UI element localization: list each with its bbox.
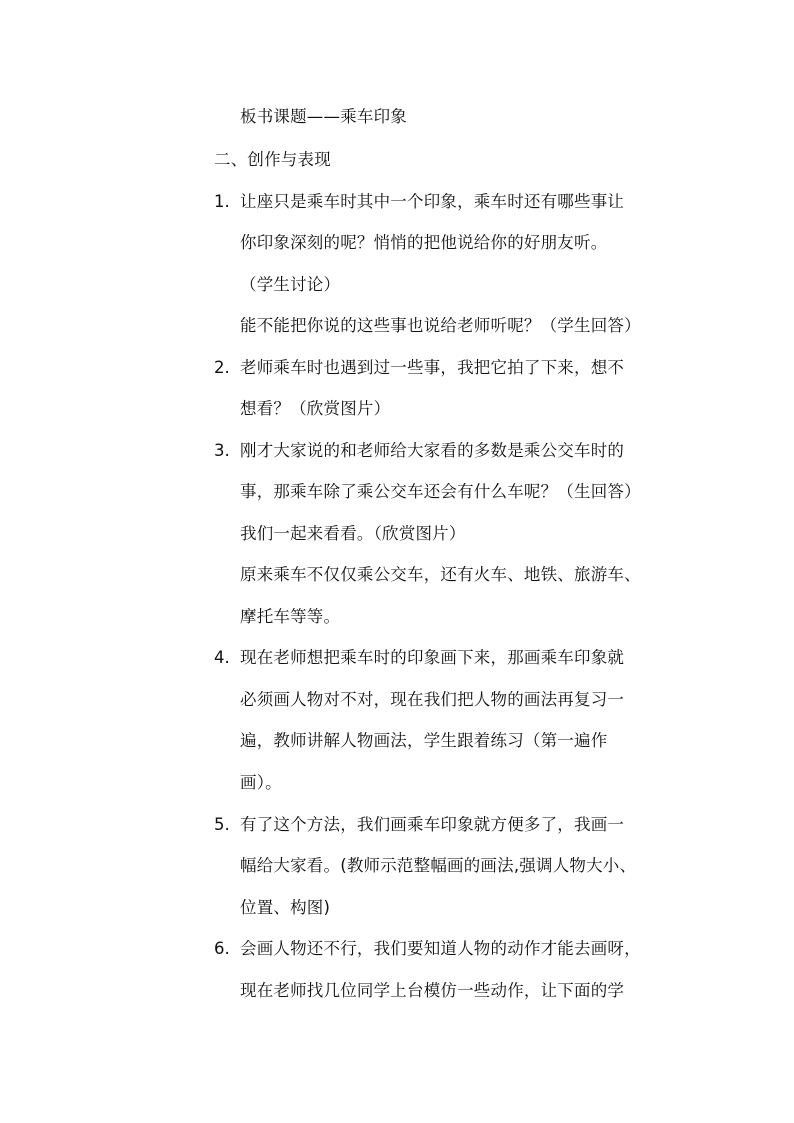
item-number: 5. (214, 815, 230, 834)
item-line: 原来乘车不仅仅乘公交车，还有火车、地铁、旅游车、 (240, 565, 641, 584)
item-line: 刚才大家说的和老师给大家看的多数是乘公交车时的 (240, 441, 625, 460)
item-line: 事，那乘车除了乘公交车还会有什么车呢？（生回答） (240, 482, 641, 501)
item-line: 遍，教师讲解人物画法，学生跟着练习（第一遍作 (240, 731, 608, 750)
item-line: 你印象深刻的呢？悄悄的把他说给你的好朋友听。 (240, 233, 608, 252)
item-line: 老师乘车时也遇到过一些事，我把它拍了下来，想不 (240, 358, 625, 377)
item-line: （学生讨论） (240, 275, 341, 294)
item-line: 位置、构图) (240, 898, 331, 917)
item-number: 4. (214, 648, 230, 667)
item-number: 1. (214, 192, 230, 211)
item-line: 必须画人物对不对，现在我们把人物的画法再复习一 (240, 690, 625, 709)
item-line: 现在老师想把乘车时的印象画下来，那画乘车印象就 (240, 648, 625, 667)
item-line: 会画人物还不行，我们要知道人物的动作才能去画呀， (240, 939, 641, 958)
item-line: 能不能把你说的这些事也说给老师听呢？（学生回答） (240, 316, 641, 335)
item-line: 幅给大家看。(教师示范整幅画的画法,强调人物大小、 (240, 856, 637, 875)
section-heading: 二、创作与表现 (214, 150, 331, 169)
item-line: 摩托车等等。 (240, 607, 341, 626)
item-line: 画）。 (240, 773, 282, 792)
item-line: 现在老师找几位同学上台模仿一些动作，让下面的学 (240, 981, 625, 1000)
item-line: 有了这个方法，我们画乘车印象就方便多了，我画一 (240, 815, 625, 834)
item-number: 3. (214, 441, 230, 460)
item-line: 我们一起来看看。（欣赏图片） (240, 524, 466, 543)
item-line: 让座只是乘车时其中一个印象，乘车时还有哪些事让 (240, 192, 625, 211)
item-number: 2. (214, 358, 230, 377)
item-number: 6. (214, 939, 230, 958)
item-line: 想看？（欣赏图片） (240, 399, 391, 418)
board-title-line: 板书课题——乘车印象 (240, 107, 407, 126)
